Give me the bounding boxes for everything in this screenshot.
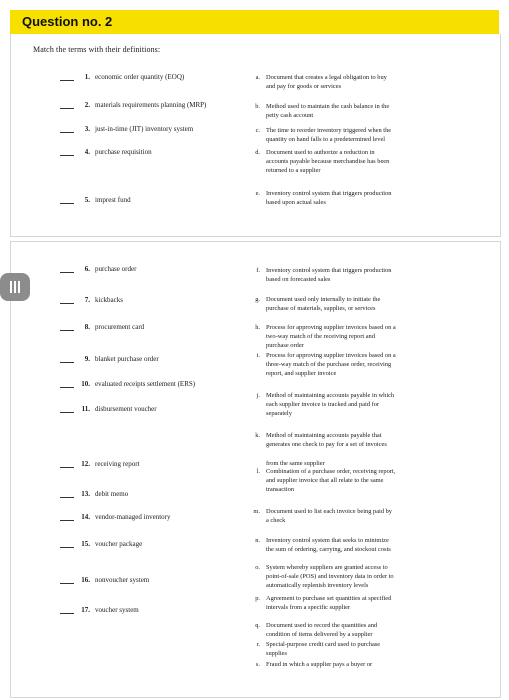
definition-text [266, 126, 430, 144]
definition-line: Combination of a purchase order, receiving report, [266, 468, 396, 475]
definition-text [266, 563, 430, 591]
answer-blank[interactable] [60, 303, 74, 304]
definition-line: Fraud in which a supplier pays a buyer or [266, 661, 373, 668]
answer-blank[interactable] [60, 330, 74, 331]
answer-blank[interactable] [60, 155, 74, 156]
term-number: 16. [81, 576, 90, 584]
definition-line: two-way match of the receiving report and [266, 333, 375, 341]
definition-letter: s. [255, 661, 260, 668]
definition-line: based upon actual sales [266, 199, 326, 207]
definition-letter: f. [256, 267, 260, 274]
answer-blank[interactable] [60, 272, 74, 273]
term-text: purchase order [95, 265, 137, 273]
term-number: 15. [81, 540, 90, 548]
definition-line: Special-purpose credit card used to purchase [266, 641, 381, 648]
definition-line: Inventory control system that seeks to minimize [266, 537, 389, 544]
side-panel-handle[interactable] [0, 273, 30, 301]
term-text: imprest fund [95, 196, 131, 204]
definition-line: System whereby suppliers are granted access to [266, 564, 388, 571]
term-text: economic order quantity (EOQ) [95, 73, 185, 81]
term-number: 12. [81, 460, 90, 468]
answer-blank[interactable] [60, 412, 74, 413]
term-number: 14. [81, 513, 90, 521]
answer-blank[interactable] [60, 583, 74, 584]
answer-blank[interactable] [60, 362, 74, 363]
term-text: disbursement voucher [95, 405, 157, 413]
definition-line: Method used to maintain the cash balance in the [266, 103, 390, 110]
definition-letter: e. [255, 190, 260, 197]
definition-line: Process for approving supplier invoices based on a [266, 352, 396, 359]
definition-text [266, 660, 430, 669]
answer-blank[interactable] [60, 80, 74, 81]
definition-text [266, 431, 430, 468]
definition-letter: d. [255, 149, 260, 156]
definition-line: transaction [266, 486, 295, 494]
definition-letter: o. [255, 564, 260, 571]
definition-line: Document used to record the quantities and [266, 622, 378, 629]
term-number: 8. [84, 323, 90, 331]
definition-text [266, 148, 430, 176]
definition-text [266, 391, 430, 419]
definition-letter: i. [256, 352, 260, 359]
term-text: nonvoucher system [95, 576, 150, 584]
term-number: 6. [84, 265, 90, 273]
term-text: voucher package [95, 540, 143, 548]
term-number: 2. [84, 101, 90, 109]
term-text: evaluated receipts settlement (ERS) [95, 380, 196, 388]
definition-letter: r. [256, 641, 260, 648]
definition-letter: n. [255, 537, 260, 544]
definition-letter: g. [255, 296, 260, 303]
definition-line: petty cash account [266, 112, 314, 120]
definition-text [266, 467, 430, 495]
definition-line: a check [266, 517, 286, 525]
term-text: materials requirements planning (MRP) [95, 101, 207, 109]
definition-text [266, 536, 430, 554]
definition-line: Inventory control system that triggers production [266, 190, 392, 197]
question-header [10, 10, 499, 34]
definition-letter: c. [255, 127, 260, 134]
definition-line: Document used to authorize a reduction in [266, 149, 375, 156]
term-text: procurement card [95, 323, 145, 331]
term-number: 1. [84, 73, 90, 81]
definition-letter: b. [255, 103, 260, 110]
definition-line: purchase of materials, supplies, or services [266, 305, 376, 313]
term-text: kickbacks [95, 296, 123, 304]
definition-line: each supplier invoice is tracked and paid for [266, 401, 380, 409]
definition-line: supplies [266, 650, 287, 658]
definition-text [266, 189, 430, 207]
answer-blank[interactable] [60, 108, 74, 109]
term-text: receiving report [95, 460, 140, 468]
answer-blank[interactable] [60, 520, 74, 521]
definition-letter: p. [255, 595, 260, 602]
definition-line: Inventory control system that triggers production [266, 267, 392, 274]
definition-line: and supplier invoice that all relate to the same [266, 477, 384, 485]
definition-line: based on forecasted sales [266, 276, 331, 284]
definition-letter: q. [255, 622, 260, 629]
term-number: 17. [81, 606, 90, 614]
definition-line: The time to reorder inventory triggered when the [266, 127, 392, 134]
definition-letter: h. [255, 324, 260, 331]
definition-line: automatically replenish inventory levels [266, 582, 369, 590]
answer-blank[interactable] [60, 132, 74, 133]
definition-line: purchase order [266, 342, 304, 350]
answer-blank[interactable] [60, 547, 74, 548]
definition-line: the sum of ordering, carrying, and stockout costs [266, 546, 391, 554]
definition-line: quantity on hand falls to a predetermined level [266, 136, 386, 144]
definition-line: from the same supplier [266, 459, 325, 467]
definition-line: returned to a supplier [266, 167, 321, 175]
definition-text [266, 621, 430, 639]
answer-blank[interactable] [60, 467, 74, 468]
term-number: 13. [81, 490, 90, 498]
definition-line: point-of-sale (POS) and inventory data in order to [266, 573, 394, 581]
definition-line: generates one check to pay for a set of invoices [266, 441, 387, 449]
definition-letter: a. [255, 74, 260, 81]
answer-blank[interactable] [60, 387, 74, 388]
term-number: 9. [84, 355, 90, 363]
definition-line: Document that creates a legal obligation to buy [266, 74, 387, 81]
term-text: purchase requisition [95, 148, 152, 156]
term-number: 3. [84, 125, 90, 133]
definition-letter: m. [253, 508, 260, 515]
term-number: 7. [84, 296, 90, 304]
definition-line: and pay for goods or services [266, 83, 342, 91]
definition-letter: l. [256, 468, 260, 475]
definition-line: Method of maintaining accounts payable in which [266, 392, 395, 399]
term-text: vendor-managed inventory [95, 513, 171, 521]
definition-line: accounts payable because merchandise has been [266, 158, 390, 166]
definition-line [266, 449, 430, 458]
definition-line: three-way match of the purchase order, receiving [266, 361, 392, 369]
definition-text [266, 507, 430, 525]
definition-text [266, 73, 430, 91]
term-text: just-in-time (JIT) inventory system [95, 125, 194, 133]
question-title: Question no. 2 [22, 14, 113, 29]
definition-letter: k. [255, 432, 260, 439]
term-number: 4. [84, 148, 90, 156]
definition-text [266, 640, 430, 658]
definition-line: Method of maintaining accounts payable that [266, 432, 382, 439]
definition-line: intervals from a specific supplier [266, 604, 351, 612]
answer-blank[interactable] [60, 203, 74, 204]
answer-blank[interactable] [60, 497, 74, 498]
definition-text [266, 323, 430, 351]
definition-line: Process for approving supplier invoices based on a [266, 324, 396, 331]
term-number: 11. [81, 405, 90, 413]
term-number: 10. [81, 380, 90, 388]
term-text: debit memo [95, 490, 129, 498]
definition-line: Agreement to purchase set quantities at specified [266, 595, 392, 602]
definition-letter: j. [256, 392, 260, 399]
definition-text [266, 594, 430, 612]
term-text: voucher system [95, 606, 139, 614]
definition-text [266, 266, 430, 284]
definition-line: separately [266, 410, 292, 418]
definition-line: Document used only internally to initiate the [266, 296, 381, 303]
definition-text [266, 295, 430, 313]
definition-line: Document used to list each invoice being paid by [266, 508, 393, 515]
term-number: 5. [84, 196, 90, 204]
instructions: Match the terms with their definitions: [33, 45, 161, 54]
definition-text [266, 102, 430, 120]
definition-line: report, and supplier invoice [266, 370, 337, 378]
definition-line: condition of items delivered by a supplier [266, 631, 373, 639]
definition-text [266, 351, 430, 379]
answer-blank[interactable] [60, 613, 74, 614]
term-text: blanket purchase order [95, 355, 159, 363]
